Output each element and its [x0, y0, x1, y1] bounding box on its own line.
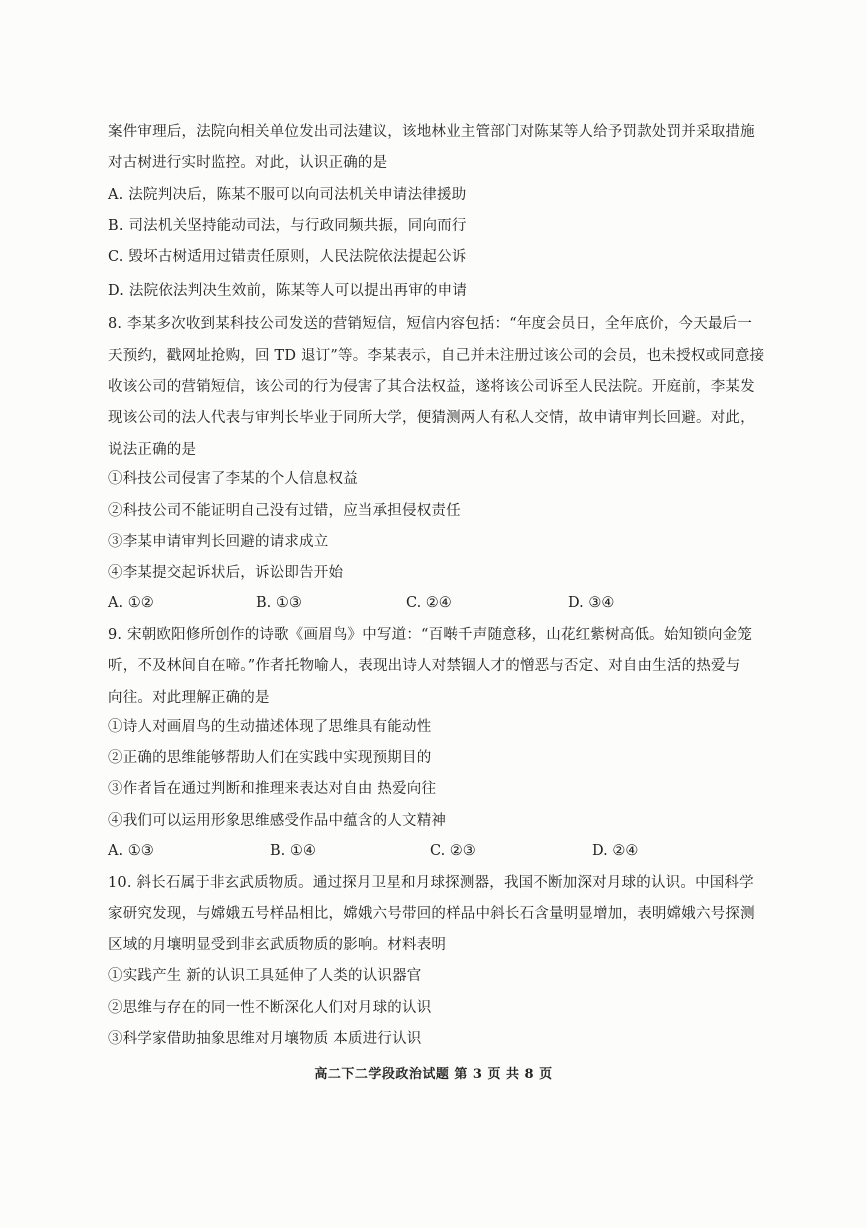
- text-line: 听，不及林间自在啼。”作者托物喻人，表现出诗人对禁锢人才的憎恶与否定、对自由生活的热爱与: [108, 658, 741, 674]
- text-line: 区域的月壤明显受到非玄武质物质的影响。材料表明: [108, 937, 447, 953]
- option-b: B. ①③: [256, 595, 302, 611]
- option-c: C. 毁坏古树适用过错责任原则，人民法院依法提起公诉: [108, 249, 467, 265]
- question-9-options: [108, 841, 668, 861]
- text-line: 收该公司的营销短信，该公司的行为侵害了其合法权益，遂将该公司诉至人民法院。开庭前，李某发: [108, 379, 755, 395]
- statement-4: ④李某提交起诉状后，诉讼即告开始: [108, 565, 344, 581]
- statement-1: ①科技公司侵害了李某的个人信息权益: [108, 471, 358, 487]
- statement-4: ④我们可以运用形象思维感受作品中蕴含的人文精神: [108, 813, 447, 829]
- statement-2: ②科技公司不能证明自己没有过错，应当承担侵权责任: [108, 503, 461, 519]
- option-d: D. ②④: [592, 843, 639, 859]
- question-8-options: [108, 593, 668, 613]
- option-d: D. ③④: [568, 595, 615, 611]
- text-line: 对古树进行实时监控。对此，认识正确的是: [108, 155, 388, 171]
- option-a: A. 法院判决后，陈某不服可以向司法机关申请法律援助: [108, 187, 467, 203]
- question-8-stem: 8. 李某多次收到某科技公司发送的营销短信，短信内容包括：“年度会员日，全年底价，今天最后一: [108, 316, 753, 332]
- option-b: B. ①④: [270, 843, 316, 859]
- option-c: C. ②③: [430, 843, 476, 859]
- text-line: 案件审理后，法院向相关单位发出司法建议，该地林业主管部门对陈某等人给予罚款处罚并采取措施: [108, 124, 755, 140]
- statement-1: ①实践产生 新的认识工具延伸了人类的认识器官: [108, 968, 422, 984]
- option-a: A. ①②: [108, 595, 154, 611]
- question-10-stem: 10. 斜长石属于非玄武质物质。通过探月卫星和月球探测器，我国不断加深对月球的认识。中国科学: [108, 875, 754, 891]
- page-footer: 高二下二学段政治试题 第 3 页 共 8 页: [314, 1067, 553, 1082]
- option-c: C. ②④: [406, 595, 452, 611]
- text-line: 向往。对此理解正确的是: [108, 690, 270, 706]
- statement-3: ③科学家借助抽象思维对月壤物质 本质进行认识: [108, 1031, 422, 1047]
- statement-3: ③作者旨在通过判断和推理来表达对自由 热爱向往: [108, 781, 437, 797]
- statement-1: ①诗人对画眉鸟的生动描述体现了思维具有能动性: [108, 719, 432, 735]
- option-b: B. 司法机关坚持能动司法，与行政同频共振，同向而行: [108, 218, 467, 234]
- text-line: 家研究发现，与嫦娥五号样品相比，嫦娥六号带回的样品中斜长石含量明显增加，表明嫦娥六号探测: [108, 906, 755, 922]
- question-9-stem: 9. 宋朝欧阳修所创作的诗歌《画眉鸟》中写道：“百啭千声随意移，山花红紫树高低。始知锁向金笼: [108, 627, 753, 643]
- statement-2: ②思维与存在的同一性不断深化人们对月球的认识: [108, 1000, 432, 1016]
- option-d: D. 法院依法判决生效前，陈某等人可以提出再审的申请: [108, 283, 468, 299]
- text-line: 现该公司的法人代表与审判长毕业于同所大学，便猜测两人有私人交情，故申请审判长回避。对此，: [108, 410, 755, 426]
- option-a: A. ①③: [108, 843, 154, 859]
- statement-2: ②正确的思维能够帮助人们在实践中实现预期目的: [108, 750, 432, 766]
- statement-3: ③李某申请审判长回避的请求成立: [108, 534, 329, 550]
- text-line: 天预约，戳网址抢购，回 TD 退订”等。李某表示，自己并未注册过该公司的会员，也未授权或同意接: [108, 348, 765, 364]
- text-line: 说法正确的是: [108, 442, 197, 458]
